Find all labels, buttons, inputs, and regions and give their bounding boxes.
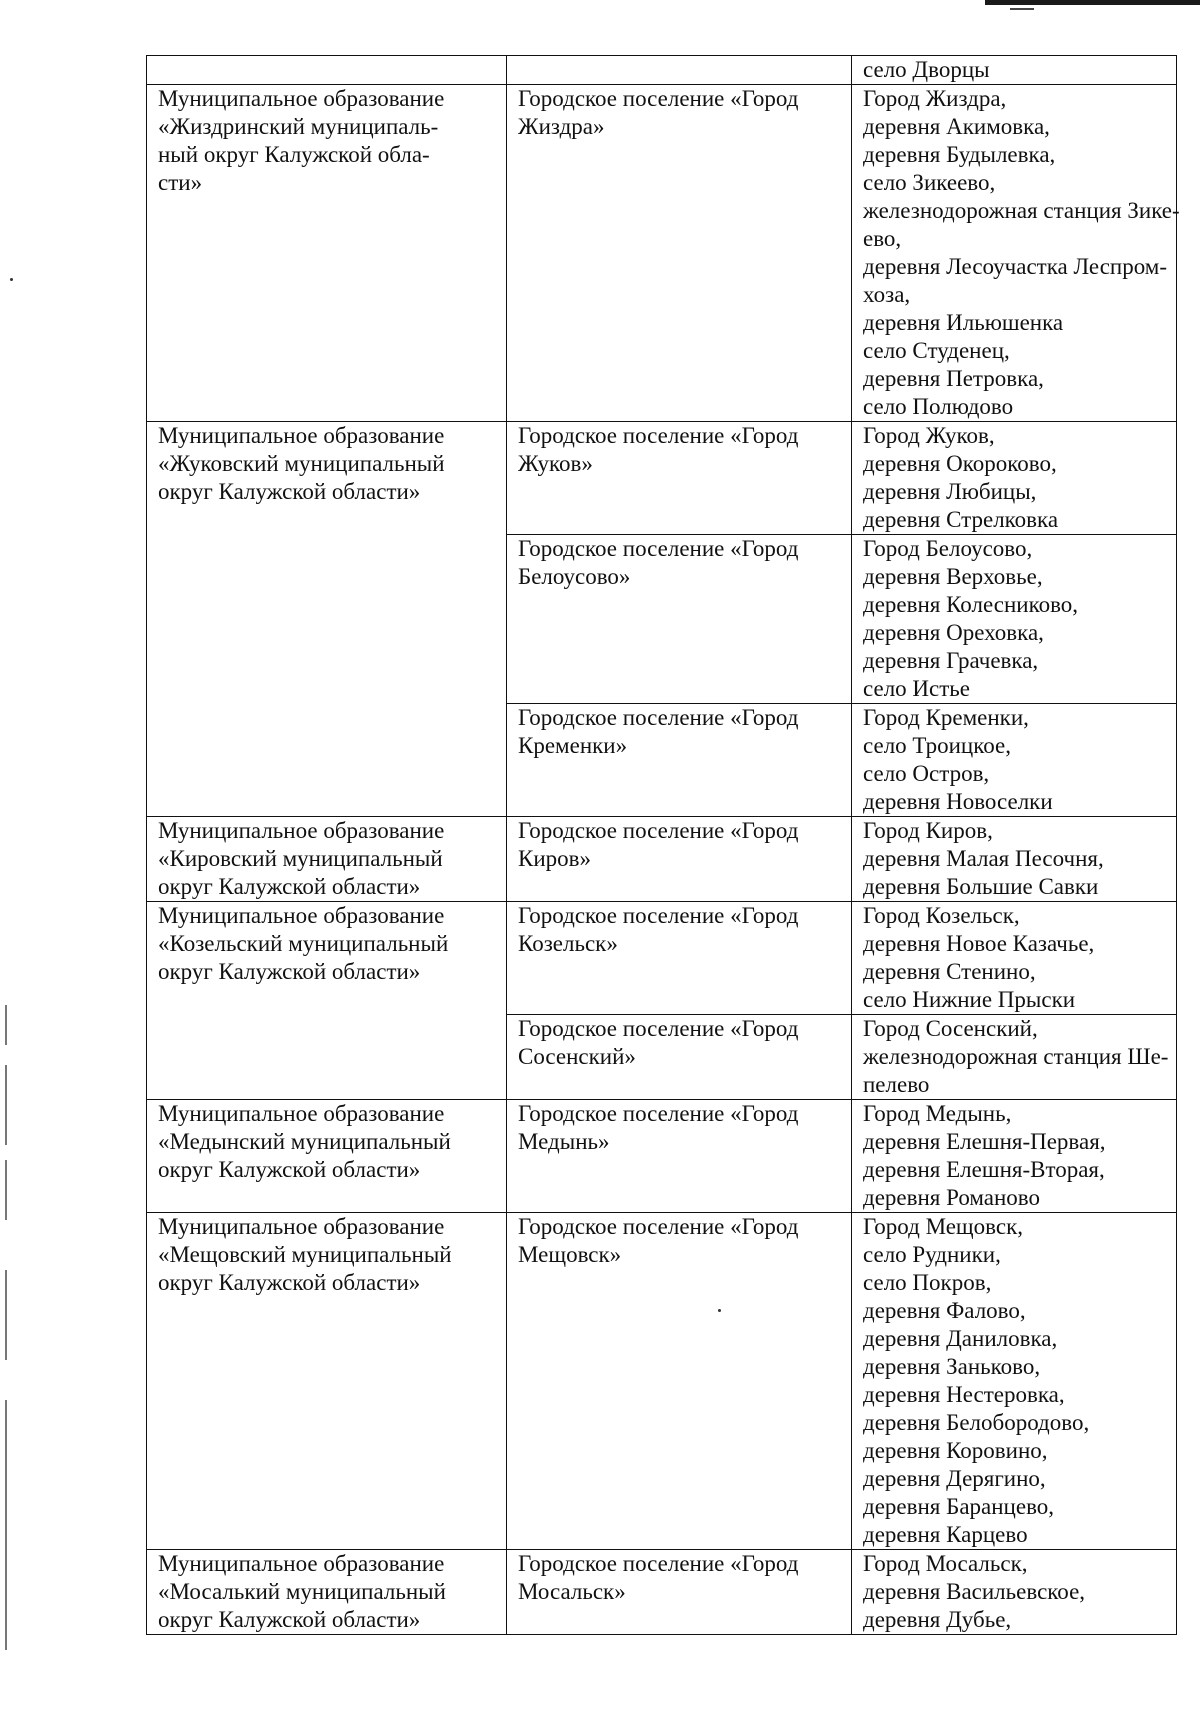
place-line: деревня Романово bbox=[863, 1185, 1041, 1210]
municipality-line: округ Калужской области» bbox=[158, 1157, 421, 1182]
places-cell bbox=[852, 422, 1177, 535]
place-line: деревня Верховье, bbox=[863, 564, 1043, 589]
settlement-line: Мосальск» bbox=[518, 1579, 626, 1604]
municipality-cell bbox=[147, 902, 507, 1100]
places-cell bbox=[852, 704, 1177, 817]
municipality-line: Муниципальное образование bbox=[158, 1101, 445, 1126]
scan-dot bbox=[10, 278, 13, 281]
place-line: Город Медынь, bbox=[863, 1101, 1012, 1126]
settlement-cell bbox=[507, 56, 852, 85]
place-line: деревня Любицы, bbox=[863, 479, 1037, 504]
place-line: Город Киров, bbox=[863, 818, 993, 843]
municipality-cell bbox=[147, 817, 507, 902]
place-line: Город Кременки, bbox=[863, 705, 1029, 730]
place-line: деревня Елешня-Первая, bbox=[863, 1129, 1106, 1154]
municipality-line: «Козельский муниципальный bbox=[158, 931, 449, 956]
settlement-line: Городское поселение «Город bbox=[518, 1214, 799, 1239]
settlement-line: Киров» bbox=[518, 846, 592, 871]
settlement-line: Городское поселение «Город bbox=[518, 423, 799, 448]
place-line: деревня Фалово, bbox=[863, 1298, 1026, 1323]
place-line: село Истье bbox=[863, 676, 970, 701]
place-line: деревня Новоселки bbox=[863, 789, 1053, 814]
place-line: деревня Елешня-Вторая, bbox=[863, 1157, 1105, 1182]
place-line: деревня Петровка, bbox=[863, 366, 1044, 391]
settlement-line: Городское поселение «Город bbox=[518, 86, 799, 111]
table-row bbox=[147, 56, 1177, 85]
place-line: железнодорожная станция Ше- bbox=[863, 1044, 1169, 1069]
place-line: деревня Окороково, bbox=[863, 451, 1057, 476]
municipality-line: «Жиздринский муниципаль- bbox=[158, 114, 439, 139]
margin-artifact bbox=[5, 1005, 7, 1045]
margin-artifact bbox=[5, 1270, 7, 1360]
place-line: село Дворцы bbox=[863, 57, 990, 82]
places-cell bbox=[852, 1015, 1177, 1100]
place-line: село Зикеево, bbox=[863, 170, 996, 195]
settlement-cell bbox=[507, 704, 852, 817]
municipality-line: Муниципальное образование bbox=[158, 1214, 445, 1239]
place-line: деревня Лесоучастка Леспром- bbox=[863, 254, 1168, 279]
place-line: деревня Даниловка, bbox=[863, 1326, 1058, 1351]
place-line: Город Белоусово, bbox=[863, 536, 1033, 561]
place-line: деревня Дубье, bbox=[863, 1607, 1012, 1632]
place-line: деревня Белобородово, bbox=[863, 1410, 1090, 1435]
municipality-line: «Мосалький муниципальный bbox=[158, 1579, 446, 1604]
municipality-line: округ Калужской области» bbox=[158, 874, 421, 899]
place-line: Город Сосенский, bbox=[863, 1016, 1038, 1041]
settlement-cell bbox=[507, 1015, 852, 1100]
margin-artifact bbox=[5, 1400, 7, 1650]
settlement-line: Сосенский» bbox=[518, 1044, 636, 1069]
places-cell bbox=[852, 1213, 1177, 1550]
table-row bbox=[147, 422, 1177, 535]
settlement-cell bbox=[507, 817, 852, 902]
settlement-line: Жуков» bbox=[518, 451, 593, 476]
place-line: село Полюдово bbox=[863, 394, 1014, 419]
municipality-line: «Жуковский муниципальный bbox=[158, 451, 445, 476]
places-cell bbox=[852, 535, 1177, 704]
place-line: село Нижние Прыски bbox=[863, 987, 1076, 1012]
municipality-line: Муниципальное образование bbox=[158, 86, 445, 111]
municipality-cell bbox=[147, 1550, 507, 1635]
place-line: Город Жиздра, bbox=[863, 86, 1007, 111]
table-row bbox=[147, 902, 1177, 1015]
place-line: деревня Стрелковка bbox=[863, 507, 1059, 532]
settlement-line: Мещовск» bbox=[518, 1242, 622, 1267]
municipality-line: округ Калужской области» bbox=[158, 1607, 421, 1632]
place-line: железнодорожная станция Зике- bbox=[863, 198, 1180, 223]
places-cell bbox=[852, 817, 1177, 902]
settlement-cell bbox=[507, 422, 852, 535]
table-row bbox=[147, 817, 1177, 902]
place-line: деревня Ореховка, bbox=[863, 620, 1044, 645]
municipality-line: сти» bbox=[158, 170, 203, 195]
scan-artifact-top bbox=[985, 0, 1200, 5]
settlements-table bbox=[146, 55, 1180, 1635]
municipality-line: ный округ Калужской обла- bbox=[158, 142, 430, 167]
places-cell bbox=[852, 1550, 1177, 1635]
place-line: деревня Баранцево, bbox=[863, 1494, 1055, 1519]
municipality-line: Муниципальное образование bbox=[158, 423, 445, 448]
place-line: деревня Дерягино, bbox=[863, 1466, 1046, 1491]
places-cell bbox=[852, 56, 1177, 85]
place-line: Город Мещовск, bbox=[863, 1214, 1023, 1239]
municipality-cell bbox=[147, 56, 507, 85]
place-line: деревня Васильевское, bbox=[863, 1579, 1086, 1604]
municipality-cell bbox=[147, 1100, 507, 1213]
place-line: Город Мосальск, bbox=[863, 1551, 1028, 1576]
settlement-line: Городское поселение «Город bbox=[518, 705, 799, 730]
settlement-line: Городское поселение «Город bbox=[518, 536, 799, 561]
municipality-line: Муниципальное образование bbox=[158, 903, 445, 928]
place-line: деревня Коровино, bbox=[863, 1438, 1048, 1463]
settlement-line: Жиздра» bbox=[518, 114, 605, 139]
municipality-cell bbox=[147, 1213, 507, 1550]
places-cell bbox=[852, 902, 1177, 1015]
settlement-line: Городское поселение «Город bbox=[518, 818, 799, 843]
table-row bbox=[147, 1550, 1177, 1635]
table-body bbox=[147, 56, 1180, 1635]
place-line: село Покров, bbox=[863, 1270, 992, 1295]
table-row bbox=[147, 85, 1177, 422]
settlement-line: Городское поселение «Город bbox=[518, 1016, 799, 1041]
margin-artifact bbox=[5, 1160, 7, 1220]
settlement-cell bbox=[507, 1100, 852, 1213]
places-cell bbox=[852, 1100, 1177, 1213]
table-row bbox=[147, 1100, 1177, 1213]
place-line: деревня Ильюшенка bbox=[863, 310, 1064, 335]
place-line: деревня Стенино, bbox=[863, 959, 1036, 984]
place-line: хоза, bbox=[863, 282, 911, 307]
place-line: деревня Акимовка, bbox=[863, 114, 1050, 139]
place-line: пелево bbox=[863, 1072, 930, 1097]
place-line: деревня Карцево bbox=[863, 1522, 1028, 1547]
settlement-cell bbox=[507, 85, 852, 422]
place-line: деревня Новое Казачье, bbox=[863, 931, 1095, 956]
municipality-line: Муниципальное образование bbox=[158, 818, 445, 843]
municipality-cell bbox=[147, 85, 507, 422]
place-line: деревня Нестеровка, bbox=[863, 1382, 1065, 1407]
place-line: деревня Колесниково, bbox=[863, 592, 1079, 617]
municipality-line: округ Калужской области» bbox=[158, 1270, 421, 1295]
scan-artifact-mark bbox=[1010, 8, 1034, 10]
municipality-line: «Кировский муниципальный bbox=[158, 846, 443, 871]
place-line: деревня Грачевка, bbox=[863, 648, 1039, 673]
place-line: деревня Большие Савки bbox=[863, 874, 1099, 899]
place-line: Город Жуков, bbox=[863, 423, 995, 448]
places-cell bbox=[852, 85, 1180, 422]
place-line: село Троицкое, bbox=[863, 733, 1011, 758]
place-line: ево, bbox=[863, 226, 902, 251]
settlement-cell bbox=[507, 902, 852, 1015]
municipality-line: «Медынский муниципальный bbox=[158, 1129, 451, 1154]
municipality-line: округ Калужской области» bbox=[158, 479, 421, 504]
place-line: село Студенец, bbox=[863, 338, 1010, 363]
settlement-cell bbox=[507, 1213, 852, 1550]
settlement-line: Городское поселение «Город bbox=[518, 1551, 799, 1576]
place-line: село Рудники, bbox=[863, 1242, 1001, 1267]
place-line: деревня Будылевка, bbox=[863, 142, 1056, 167]
place-line: Город Козельск, bbox=[863, 903, 1020, 928]
settlement-line: Медынь» bbox=[518, 1129, 610, 1154]
place-line: село Остров, bbox=[863, 761, 990, 786]
table-row bbox=[147, 1213, 1177, 1550]
settlement-line: Белоусово» bbox=[518, 564, 631, 589]
settlement-line: Кременки» bbox=[518, 733, 628, 758]
municipality-line: «Мещовский муниципальный bbox=[158, 1242, 452, 1267]
settlement-line: Городское поселение «Город bbox=[518, 903, 799, 928]
settlement-cell bbox=[507, 535, 852, 704]
place-line: деревня Заньково, bbox=[863, 1354, 1041, 1379]
municipality-line: Муниципальное образование bbox=[158, 1551, 445, 1576]
settlement-cell bbox=[507, 1550, 852, 1635]
settlement-line: Городское поселение «Город bbox=[518, 1101, 799, 1126]
municipality-cell bbox=[147, 422, 507, 817]
municipality-line: округ Калужской области» bbox=[158, 959, 421, 984]
settlement-line: Козельск» bbox=[518, 931, 618, 956]
margin-artifact bbox=[5, 1065, 7, 1145]
place-line: деревня Малая Песочня, bbox=[863, 846, 1104, 871]
